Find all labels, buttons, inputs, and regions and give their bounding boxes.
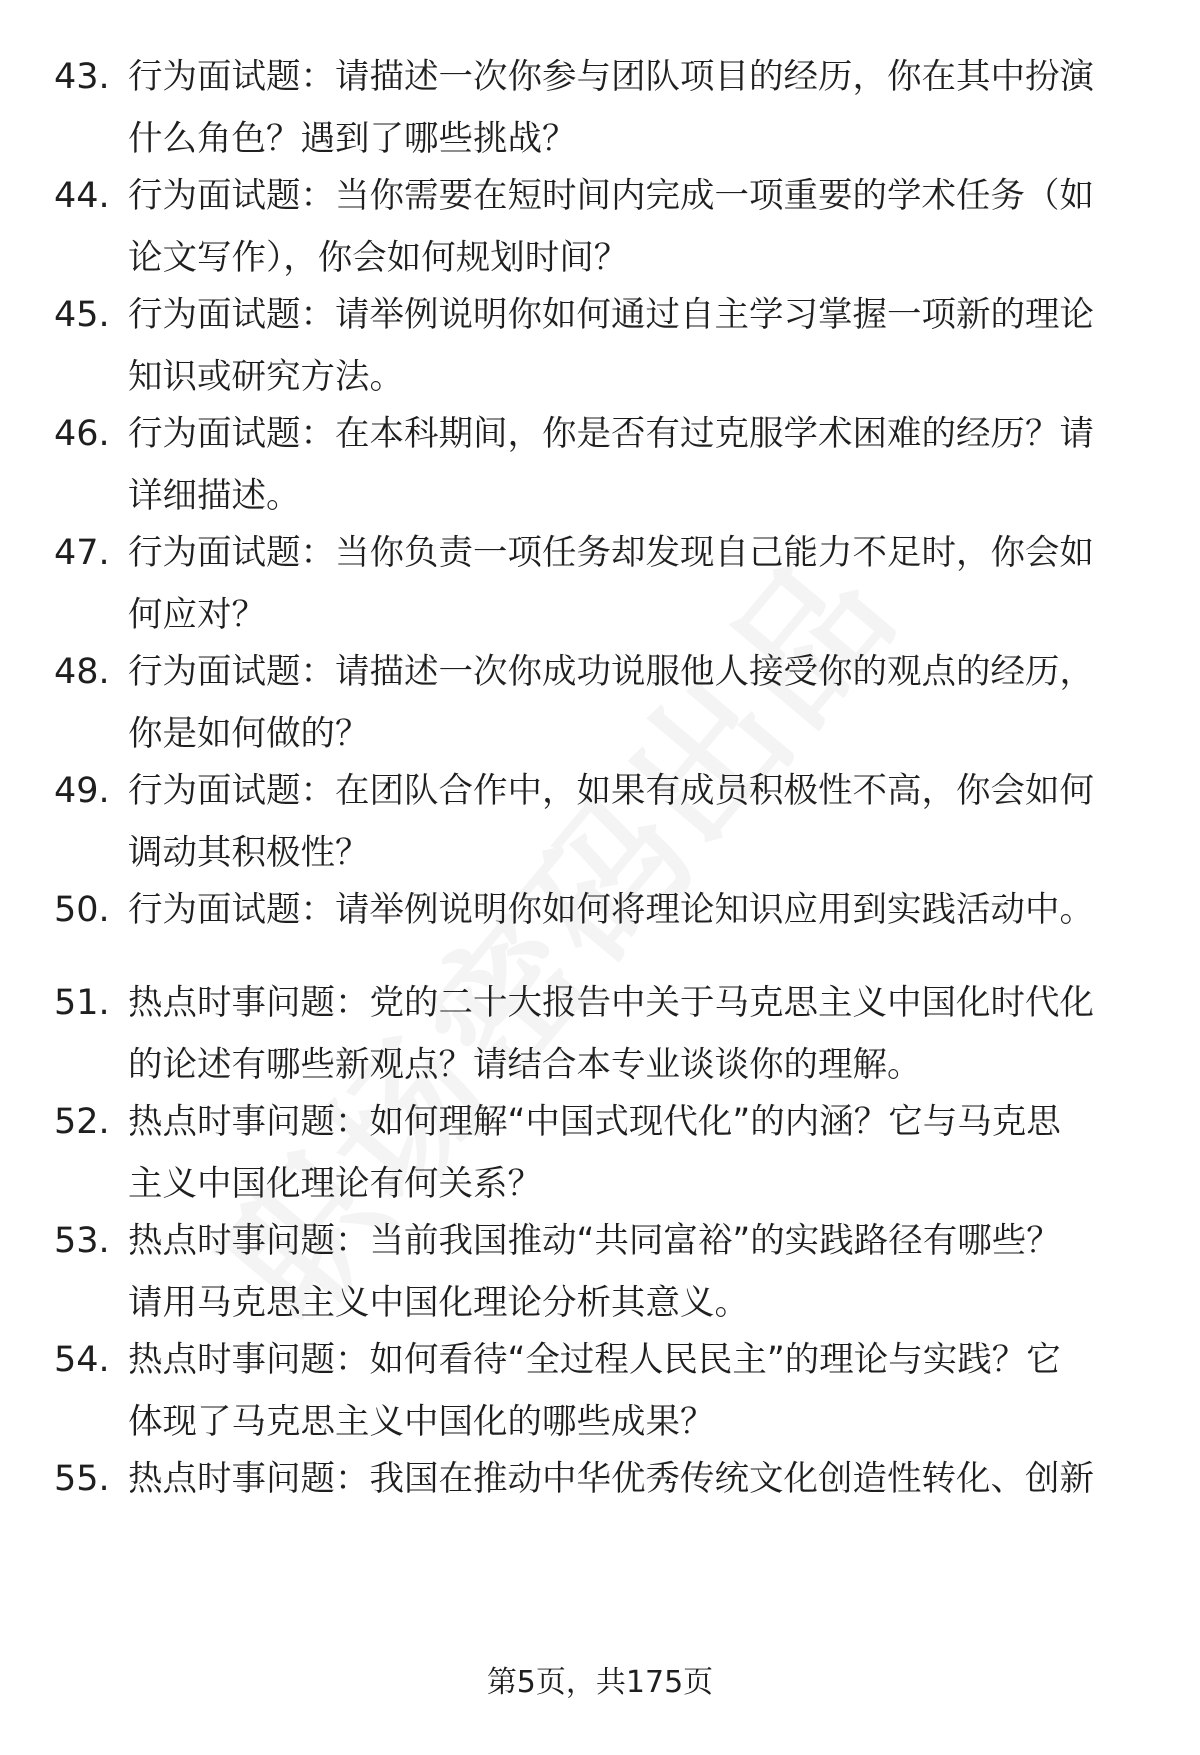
list-item [0, 1329, 1200, 1449]
question-text [128, 284, 1140, 408]
question-text [128, 522, 1140, 646]
list-item [0, 1448, 1200, 1518]
question-number: 43. [54, 57, 110, 97]
question-text [128, 641, 1140, 765]
question-number: 51. [54, 983, 110, 1023]
list-item [0, 522, 1200, 642]
question-line: 热点时事问题：如何看待“全过程人民民主”的理论与实践？它 [128, 1340, 1061, 1380]
question-line: 热点时事问题：党的二十大报告中关于马克思主义中国化时代化 [128, 983, 1094, 1023]
question-line: 你是如何做的？ [128, 714, 370, 754]
list-item [0, 641, 1200, 761]
question-line: 行为面试题：当你负责一项任务却发现自己能力不足时，你会如 [128, 533, 1094, 573]
question-line: 何应对？ [128, 595, 266, 635]
question-text [128, 879, 1140, 941]
list-item [0, 284, 1200, 404]
list-item [0, 972, 1200, 1092]
question-number: 52. [54, 1102, 110, 1142]
question-number: 50. [54, 890, 110, 930]
question-line: 什么角色？遇到了哪些挑战？ [128, 119, 577, 159]
question-line: 行为面试题：请举例说明你如何将理论知识应用到实践活动中。 [128, 890, 1094, 930]
question-number: 49. [54, 771, 110, 811]
question-line: 热点时事问题：当前我国推动“共同富裕”的实践路径有哪些？ [128, 1221, 1061, 1261]
question-text [128, 760, 1140, 884]
question-line: 热点时事问题：如何理解“中国式现代化”的内涵？它与马克思 [128, 1102, 1061, 1142]
question-text [128, 1210, 1140, 1334]
question-text [128, 165, 1140, 289]
question-line: 行为面试题：在本科期间，你是否有过克服学术困难的经历？请 [128, 414, 1094, 454]
question-line: 知识或研究方法。 [128, 357, 404, 397]
list-item [0, 760, 1200, 880]
question-line: 行为面试题：请描述一次你成功说服他人接受你的观点的经历， [128, 652, 1094, 692]
question-line: 体现了马克思主义中国化的哪些成果？ [128, 1402, 715, 1442]
question-line: 行为面试题：在团队合作中，如果有成员积极性不高，你会如何 [128, 771, 1094, 811]
question-line: 行为面试题：当你需要在短时间内完成一项重要的学术任务（如 [128, 176, 1094, 216]
question-text [128, 46, 1140, 170]
list-item [0, 1210, 1200, 1330]
question-line: 的论述有哪些新观点？请结合本专业谈谈你的理解。 [128, 1045, 922, 1085]
list-item [0, 403, 1200, 523]
question-line: 请用马克思主义中国化理论分析其意义。 [128, 1283, 749, 1323]
question-line: 调动其积极性？ [128, 833, 370, 873]
question-number: 53. [54, 1221, 110, 1261]
page-number: 第5页，共175页 [486, 1665, 714, 1700]
question-number: 55. [54, 1459, 110, 1499]
list-item [0, 165, 1200, 285]
question-number: 54. [54, 1340, 110, 1380]
list-item [0, 1091, 1200, 1211]
question-text [128, 403, 1140, 527]
question-number: 44. [54, 176, 110, 216]
list-item [0, 46, 1200, 166]
question-line: 论文写作），你会如何规划时间？ [128, 238, 629, 278]
question-number: 45. [54, 295, 110, 335]
question-text [128, 972, 1140, 1096]
question-text [128, 1448, 1140, 1510]
question-line: 详细描述。 [128, 476, 301, 516]
question-number: 46. [54, 414, 110, 454]
question-text [128, 1091, 1140, 1215]
question-number: 47. [54, 533, 110, 573]
question-line: 主义中国化理论有何关系？ [128, 1164, 542, 1204]
question-number: 48. [54, 652, 110, 692]
question-line: 行为面试题：请描述一次你参与团队项目的经历，你在其中扮演 [128, 57, 1094, 97]
question-line: 行为面试题：请举例说明你如何通过自主学习掌握一项新的理论 [128, 295, 1094, 335]
question-text [128, 1329, 1140, 1453]
question-line: 热点时事问题：我国在推动中华优秀传统文化创造性转化、创新 [128, 1459, 1094, 1499]
